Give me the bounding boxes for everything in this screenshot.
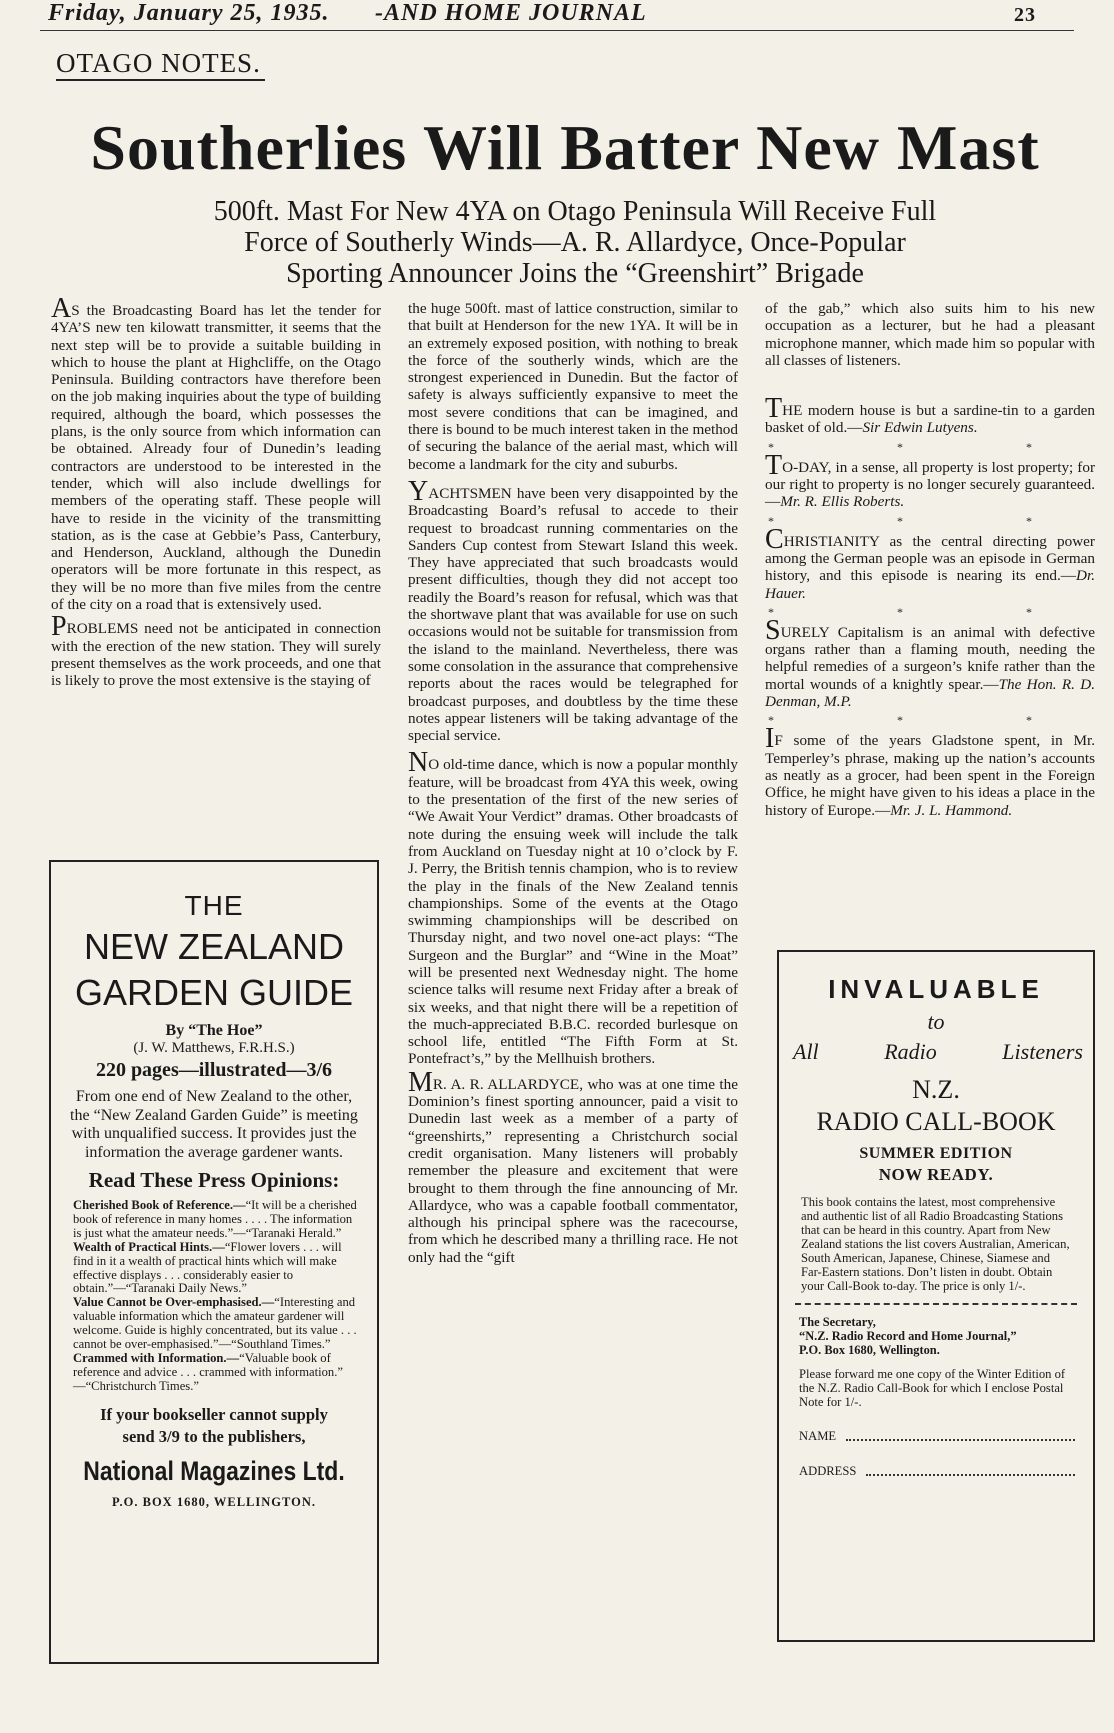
drop-cap: S: [765, 614, 781, 646]
coupon-address: The Secretary, “N.Z. Radio Record and Home Journal,” P.O. Box 1680, Wellington.: [799, 1315, 1017, 1357]
quote-source: Sir Edwin Lutyens.: [862, 419, 978, 437]
separator-stars: * * *: [768, 439, 1092, 454]
press-opinion: Value Cannot be Over-emphasised.—“Interesting and valuable information which the amateur gardener will welcome. Guide is highly concentrated, but its value . . . cannot be over-emphasised.”—“Southland Times.”: [73, 1295, 357, 1352]
quote: IF some of the years Gladstone spent, in Mr. Temperley’s phrase, making up the nation’s accounts as neatly as a grocer, had been spent in the Foreign Office, he might have given to his ideas a place in the history of Europe.—Mr. J. L. Hammond.: [765, 723, 1095, 819]
quote: TO-DAY, in a sense, all property is lost property; for our right to property is no longer securely guaranteed.—Mr. R. Ellis Roberts.: [765, 449, 1095, 511]
ad-author: (J. W. Matthews, F.R.H.S.): [133, 1040, 295, 1056]
ad-nz: N.Z.: [912, 1075, 960, 1104]
garden-guide-ad: [49, 860, 379, 1664]
ad-blurb: From one end of New Zealand to the other, the “New Zealand Garden Guide” is meeting with unqualified success. It provides just the information the average gardener wants.: [70, 1088, 358, 1161]
ad-pages-price: 220 pages—illustrated—3/6: [95, 1059, 333, 1081]
deck-line: Force of Southerly Winds—A. R. Allardyce, Once-Popular: [244, 227, 906, 258]
coupon-address-field: ADDRESS: [799, 1464, 1075, 1479]
quote: SURELY Capitalism is an animal with defective organs rather than a flaming mouth, needing the helpful remedies of a surgeon’s knife rather than the mortal wounds of a knightly spear.—The Hon. R. D. Denman, M.P.: [765, 614, 1096, 711]
ad-call-to-action: If your bookseller cannot supply send 3/9 to the publishers,: [100, 1404, 328, 1446]
deck: [60, 196, 1090, 289]
ad-edition: SUMMER EDITION: [859, 1145, 1013, 1162]
separator-stars: * * *: [768, 713, 1092, 728]
coupon-name-field: NAME: [799, 1429, 1075, 1444]
article-column-3: [765, 300, 1095, 823]
press-opinion: Wealth of Practical Hints.—“Flower lovers . . . will find in it a wealth of practical hints which will make effective displays . . . considerably easier to obtain.”—“Taranaki Daily News.”: [73, 1239, 342, 1296]
quote-source: Mr. R. Ellis Roberts.: [780, 493, 905, 511]
article-paragraph: MR. A. R. ALLARDYCE, who was at one time the Dominion’s finest sporting announcer, paid a visit to Dunedin last week as a member of a party of “greenshirts,” representing a Christchurch social credit organisation. Many listeners will probably remember the pleasure and excitement that were brought to them through the fine announcing of Mr. Allardyce, who was a capable football commentator, although his principal sphere was the racecourse, from which he described many a thrilling race. He not only had the “gift: [408, 1066, 738, 1266]
ad-to: to: [927, 1009, 945, 1034]
ad-ready: NOW READY.: [878, 1165, 994, 1184]
article-paragraph: AS the Broadcasting Board has let the tender for 4YA’S new ten kilowatt transmitter, it seems that the next step will be to provide a suitable building in which to house the plant at Highcliffe, on the Otago Peninsula. Building contractors have therefore been on the job making inquiries about the type of building required, although the board, which possesses the plans, is the only source from which information can be obtained. Already four of Dunedin’s leading contractors are understood to be interested in the tender, which will also include dwellings for members of the operating staff. These people will have to reside in the vicinity of the transmitting station, as is the case at Gebbie’s Pass, Canterbury, and Henderson, Auckland, although the Dunedin operators will be more fortunate in this respect, as they will be no more than five miles from the centre of the city on a road that is extensively used.: [51, 293, 381, 614]
article-paragraph: of the gab,” which also suits him to his new occupation as a lecturer, but he had a pleasant microphone manner, which made him so popular with all classes of listeners.: [765, 300, 1095, 369]
ad-opinions: [73, 1199, 363, 1394]
ad-headline: INVALUABLE: [828, 974, 1044, 1004]
ad-body: This book contains the latest, most comprehensive and authentic list of all Radio Broadcasting Stations that can be heard in this country. Apart from New Zealand stations the list covers Australian, American, South American, Japanese, Chinese, Siamese and Far-Eastern stations. Don’t listen in doubt. Obtain your Call-Book to-day. The price is only 1/-.: [801, 1195, 1070, 1293]
press-opinion: Cherished Book of Reference.—“It will be a cherished book of reference in many homes . . . . The information is just what the amateur needs.”—“Taranaki Herald.”: [73, 1198, 357, 1240]
coupon-cut-line: [795, 1303, 1077, 1305]
ad-title-line: GARDEN GUIDE: [74, 972, 354, 1013]
drop-cap: I: [765, 723, 775, 755]
quote: THE modern house is but a sardine-tin to a garden basket of old.—Sir Edwin Lutyens.: [765, 393, 1095, 437]
drop-cap: T: [765, 393, 783, 425]
quote-source: The Hon. R. D. Denman, M.P.: [765, 675, 1096, 711]
separator-stars: * * *: [768, 513, 1092, 528]
ad-title-line: NEW ZEALAND: [83, 926, 345, 967]
article-column-1: [51, 293, 381, 695]
page-number: 23: [1014, 4, 1036, 26]
headline: Southerlies Will Batter New Mast: [90, 112, 1040, 183]
drop-cap: P: [51, 611, 67, 643]
quote: CHRISTIANITY as the central directing power among the German people was an episode in German history, and this episode is nearing its end.—Dr. Hauer.: [765, 523, 1095, 602]
drop-cap: A: [51, 293, 72, 324]
deck-line: Sporting Announcer Joins the “Greenshirt” Brigade: [286, 258, 864, 289]
article-paragraph: YACHTSMEN have been very disappointed by the Broadcasting Board’s refusal to accede to their request to broadcast running commentaries on the Sanders Cup contest from Stewart Island this week. They have appreciated that such broadcasts would present difficulties, though they did not accept too readily the Board’s reason for refusal, which was that the shortwave plant that was available for use on such occasions would not be suitable for transmission from the island to the mainland. Nevertheless, there was some consolation in the assurance that comprehensive reports about the races would be telegraphed for broadcast purposes, and doubtless by the time these notes appear listeners will be taking advantage of the special service.: [408, 475, 738, 745]
section-title: OTAGO NOTES.: [56, 48, 265, 81]
ad-product-title: RADIO CALL-BOOK: [816, 1107, 1056, 1136]
drop-cap: T: [765, 449, 783, 481]
ad-byline: By “The Hoe”: [165, 1022, 263, 1039]
issue-date: Friday, January 25, 1935.: [48, 0, 330, 26]
journal-title: -AND HOME JOURNAL: [375, 0, 647, 26]
article-column-2: [408, 300, 738, 1271]
ad-title-small: THE: [184, 890, 244, 921]
drop-cap: Y: [408, 475, 429, 507]
quote-source: Mr. J. L. Hammond.: [890, 801, 1013, 819]
separator-stars: * * *: [768, 604, 1092, 619]
ad-publisher: National Magazines Ltd.: [83, 1455, 345, 1486]
drop-cap: M: [408, 1066, 433, 1098]
drop-cap: C: [765, 523, 784, 555]
header-rule: [40, 30, 1074, 31]
article-paragraph: PROBLEMS need not be anticipated in connection with the erection of the new station. They will surely present themselves as the work proceeds, and one that is likely to prove the most extensive is the staying of: [51, 611, 381, 690]
quote-source: Dr. Hauer.: [765, 567, 1095, 602]
radio-callbook-ad: [777, 950, 1095, 1642]
running-head: [0, 0, 1114, 30]
deck-line: 500ft. Mast For New 4YA on Otago Peninsula Will Receive Full: [213, 196, 937, 227]
ad-audience: All Radio Listeners: [793, 1039, 1083, 1064]
ad-opinions-heading: Read These Press Opinions:: [88, 1168, 340, 1192]
article-paragraph: NO old-time dance, which is now a popular monthly feature, will be broadcast from 4YA this week, owing to the presentation of the first of the new series of “We Await Your Verdict” dramas. Other broadcasts of note during the ensuing week will include the talk from Auckland on Tuesday night at 10 o’clock by F. J. Perry, the British tennis champion, who is to review the play in the finals of the New Zealand tennis championships. Some of the events at the Otago swimming championships will be described on Thursday night, and two novel one-act plays: “The Surgeon and the Burglar” and “Wine in the Moat” will be presented next Wednesday night. The home science talks will resume next Friday after a break of six weeks, and that night there will be a repetition of the much-appreciated B.B.C. recorded burlesque on school life, entitled “The Fifth Form at St. Pontefract’s,” by the Mellhuish brothers.: [408, 747, 738, 1068]
drop-cap: N: [408, 747, 429, 779]
article-paragraph: the huge 500ft. mast of lattice construction, similar to that built at Henderson for the new 1YA. It will be in an extremely exposed position, with nothing to break the force of the southerly winds, which are the strongest experienced in Dunedin. But the factor of safety is always sufficiently expansive to meet the most severe conditions that can be imagined, and there is bound to be much interest taken in the method of securing the balance of the aerial mast, which will become a landmark for the city and suburbs.: [408, 300, 738, 473]
ad-address: P.O. BOX 1680, WELLINGTON.: [112, 1494, 316, 1509]
coupon-text: Please forward me one copy of the Winter Edition of the N.Z. Radio Call-Book for which I enclose Postal Note for 1/-.: [799, 1367, 1066, 1409]
press-opinion: Crammed with Information.—“Valuable book of reference and advice . . . crammed with information.” —“Christchurch Times.”: [73, 1350, 343, 1393]
